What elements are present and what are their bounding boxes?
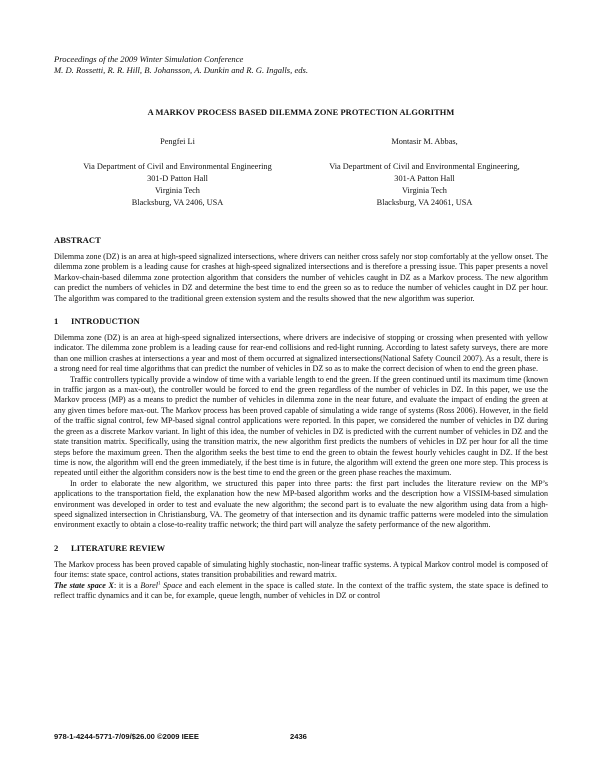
- author-block: [54, 136, 548, 209]
- section-1-heading: [54, 316, 548, 327]
- author-name: Pengfei Li: [160, 137, 195, 146]
- abstract-heading: ABSTRACT: [54, 235, 101, 245]
- paper-page: [54, 54, 548, 601]
- term-borel: Borel: [140, 580, 158, 590]
- author-address: 301-D Patton Hall: [147, 174, 208, 183]
- review-paragraph-2: [54, 581, 548, 602]
- author-name: Montasir M. Abbas,: [391, 137, 458, 146]
- section-title: LITERATURE REVIEW: [71, 542, 166, 553]
- paper-title: A MARKOV PROCESS BASED DILEMMA ZONE PROTECTION ALGORITHM: [147, 108, 455, 117]
- section-number: 2: [54, 542, 59, 553]
- author-1: [54, 136, 301, 209]
- intro-paragraph-1: Dilemma zone (DZ) is an area at high-speed signalized intersections, where drivers are indecisive of stopping or crossing when presented with yellow indicator. The dilemma zone problem is a leading cause for rear-end collisions and red-light running. According to latest safety surveys, there are more than one million crashes at intersections a year and most of them occurred at signalized intersections(National Safety Council 2007). As a result, there is a strong need for real time algorithms that can predict the number of vehicles in DZ so as to make the correct decision of when to end the green phase.: [54, 333, 548, 374]
- review-paragraph-1: The Markov process has been proved capable of simulating highly stochastic, non-linear traffic systems. A typical Markov control model is composed of four items: state space, control actions, states transition probabilities and reward matrix.: [54, 559, 548, 580]
- footnote-marker: 1: [157, 580, 161, 586]
- text-run: and each element in the space is called: [182, 580, 317, 590]
- intro-paragraph-3: In order to elaborate the new algorithm, we structured this paper into three parts: the first part includes the literature review on the MP’s applications to the transportation field, the explanation how the new MP-based algorithm works and the description how a VISSIM-based simulation environment was developed in order to test and evaluate the new algorithm; the second part is to evaluate the new algorithm using data from a high-speed signalized intersection in Christiansburg, VA. The geometry of that intersection and its dynamic traffic patterns were modeled into the simulation environment exactly to obtain a close-to-reality traffic network; the third part will analyze the safety performance of the new algorithm.: [54, 478, 548, 530]
- term-state-space: The state space X: [54, 580, 114, 590]
- author-affiliation: Via Department of Civil and Environmental Engineering: [83, 162, 272, 171]
- proceedings-line: Proceedings of the 2009 Winter Simulation Conference: [54, 54, 244, 64]
- abstract-text: Dilemma zone (DZ) is an area at high-speed signalized intersections, where drivers can neither cross safely nor stop comfortably at the yellow onset. The dilemma zone problem is a leading cause for crashes at high-speed signalized intersections and is therefore a pressing issue. This paper presents a novel Markov-chain-based dilemma zone protection algorithm that considers the number of vehicles caught in DZ as a Markov process. The new algorithm can predict the numbers of vehicles in DZ and determine the best time to end the green so as to reduce the number of vehicles caught in DZ per hour. The algorithm was compared to the traditional green extension system and the results showed that the new algorithm was superior.: [54, 252, 548, 303]
- term-space: Space: [160, 580, 183, 590]
- term-state: state: [316, 580, 333, 590]
- author-city: Blacksburg, VA 2406, USA: [131, 198, 224, 207]
- page-number: 2436: [290, 732, 307, 741]
- text-run: . In the context of the traffic system, the state space is defined to reflect traffic dynamics and it can be, for example, queue length, number of vehicles in DZ or control: [54, 580, 548, 600]
- section-number: 1: [54, 316, 59, 327]
- author-institution: Virginia Tech: [402, 186, 447, 195]
- editors-line: M. D. Rossetti, R. R. Hill, B. Johansson, A. Dunkin and R. G. Ingalls, eds.: [54, 65, 309, 75]
- author-affiliation: Via Department of Civil and Environmental Engineering,: [329, 162, 520, 171]
- section-title: INTRODUCTION: [71, 316, 140, 327]
- text-run: : it is a: [113, 580, 141, 590]
- author-city: Blacksburg, VA 24061, USA: [376, 198, 473, 207]
- author-address: 301-A Patton Hall: [394, 174, 455, 183]
- section-2-heading: [54, 543, 548, 554]
- author-institution: Virginia Tech: [155, 186, 200, 195]
- intro-paragraph-2: Traffic controllers typically provide a window of time with a variable length to end the green. If the green continued until its maximum time (known in traffic jargon as a max-out), the controller would be forced to end the green regardless of the number of vehicles in DZ. In this paper, we use the Markov process (MP) as a means to predict the number of vehicles in dilemma zone in the near future, and evaluate the impact of ending the green at any given times before max-out. The Markov process has been proved capable of simulating a wide range of systems (Ross 2006). However, in the field of the traffic signal control, few MP-based signal control applications were reported. In this paper, we considered the number of vehicles in DZ during the green as a discrete Markov variant. In light of this idea, the number of vehicles in DZ is predicted with the current number of vehicles in DZ and the state transition matrix. Specifically, using the transition matrix, the new algorithm first predicts the numbers of vehicles in DZ per hour for all the time steps before the maximum green. Then the algorithm seeks the best time to end the green to obtain the fewest hourly vehicles caught in DZ. If the best time is now, the algorithm will end the green immediately, if the best time is in future, the algorithm will extend the green one more step. This process is repeated until either the algorithm considers now is the best time to end the green or the green phase reaches the maximum.: [54, 374, 548, 478]
- copyright-line: 978-1-4244-5771-7/09/$26.00 ©2009 IEEE: [54, 732, 199, 741]
- author-2: [301, 136, 548, 209]
